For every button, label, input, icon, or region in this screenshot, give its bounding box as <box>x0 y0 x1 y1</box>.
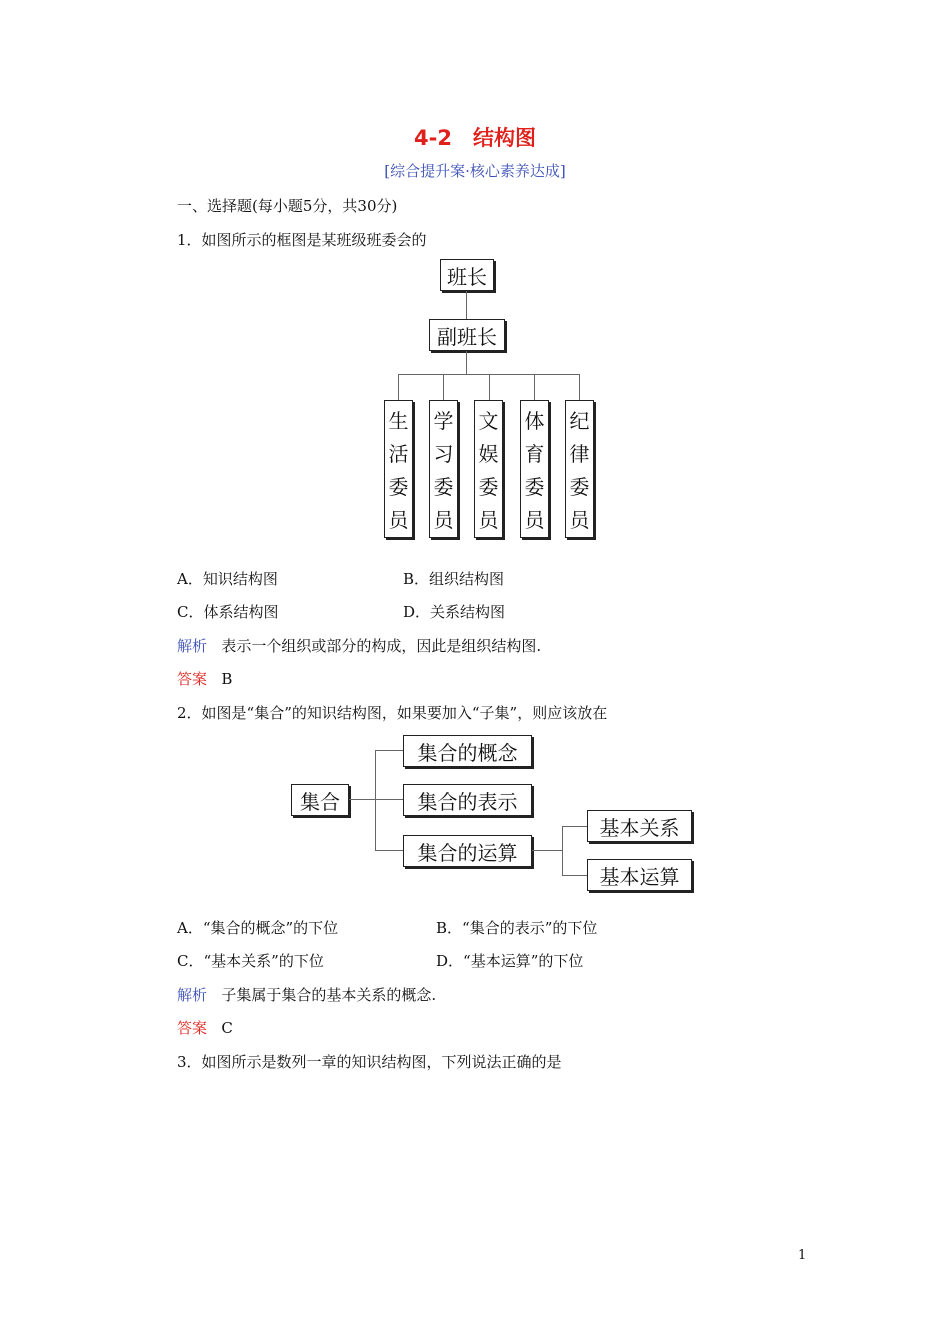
connector <box>443 374 444 400</box>
q1-option-b: B．组织结构图 <box>403 570 505 588</box>
member-char: 委 <box>478 475 499 499</box>
connector <box>398 374 399 400</box>
member-char: 委 <box>524 475 545 499</box>
member-char: 员 <box>569 508 590 532</box>
question-1-stem: 1．如图所示的框图是某班级班委会的 <box>177 231 427 249</box>
answer-label: 答案 <box>177 670 208 688</box>
q2-analysis <box>177 984 436 1005</box>
connector <box>579 374 580 400</box>
node-culture-member <box>474 400 503 538</box>
member-char: 员 <box>388 508 409 532</box>
member-char: 委 <box>433 475 454 499</box>
q1-option-c: C．体系结构图 <box>177 603 279 621</box>
answer-text: C <box>221 1019 233 1037</box>
node-discipline-member <box>565 400 594 538</box>
node-set-operations: 集合的运算 <box>403 835 532 867</box>
connector <box>466 291 467 319</box>
node-vice-monitor: 副班长 <box>429 319 505 351</box>
member-char: 员 <box>433 508 454 532</box>
page-title: 4-2 结构图 <box>414 126 536 150</box>
member-char: 纪 <box>569 409 590 433</box>
connector <box>562 875 587 876</box>
question-2-stem: 2．如图是“集合”的知识结构图，如果要加入“子集”，则应该放在 <box>177 704 608 722</box>
connector <box>375 750 403 751</box>
node-set-concept: 集合的概念 <box>403 735 532 767</box>
analysis-text: 表示一个组织或部分的构成，因此是组织结构图. <box>221 637 542 655</box>
member-char: 委 <box>569 475 590 499</box>
member-char: 习 <box>433 442 454 466</box>
member-char: 生 <box>388 409 409 433</box>
q2-answer <box>177 1017 233 1038</box>
connector <box>375 750 376 850</box>
analysis-label: 解析 <box>177 637 208 655</box>
page-number: 1 <box>798 1248 807 1263</box>
analysis-text: 子集属于集合的基本关系的概念. <box>221 986 437 1004</box>
node-basic-operations: 基本运算 <box>587 859 692 891</box>
analysis-label: 解析 <box>177 986 208 1004</box>
q2-option-b: B．“集合的表示”的下位 <box>436 919 598 937</box>
q1-option-a: A．知识结构图 <box>177 570 278 588</box>
question-3-stem: 3．如图所示是数列一章的知识结构图，下列说法正确的是 <box>177 1053 562 1071</box>
member-char: 员 <box>478 508 499 532</box>
member-char: 体 <box>524 409 545 433</box>
q2-option-d: D．“基本运算”的下位 <box>436 952 584 970</box>
q1-analysis <box>177 635 541 656</box>
q2-option-a: A．“集合的概念”的下位 <box>177 919 339 937</box>
q1-option-d: D．关系结构图 <box>403 603 506 621</box>
connector <box>349 799 375 800</box>
node-basic-relations: 基本关系 <box>587 810 692 842</box>
node-set-representation: 集合的表示 <box>403 784 532 816</box>
connector <box>562 826 563 875</box>
member-char: 学 <box>433 409 454 433</box>
section-heading: 一、选择题(每小题5分，共30分) <box>177 197 398 215</box>
node-sports-member <box>520 400 549 538</box>
page-subtitle: [综合提升案·核心素养达成] <box>384 162 566 180</box>
connector <box>532 850 562 851</box>
q1-answer <box>177 668 232 689</box>
answer-label: 答案 <box>177 1019 208 1037</box>
connector <box>534 374 535 400</box>
connector <box>489 374 490 400</box>
connector <box>562 826 587 827</box>
member-char: 文 <box>478 409 499 433</box>
member-char: 员 <box>524 508 545 532</box>
member-char: 委 <box>388 475 409 499</box>
connector <box>466 351 467 374</box>
node-class-monitor: 班长 <box>440 259 494 291</box>
connector <box>375 799 403 800</box>
member-char: 育 <box>524 442 545 466</box>
connector <box>375 850 403 851</box>
member-char: 娱 <box>478 442 499 466</box>
member-char: 活 <box>388 442 409 466</box>
node-set: 集合 <box>291 784 349 816</box>
member-char: 律 <box>569 442 590 466</box>
q2-option-c: C．“基本关系”的下位 <box>177 952 324 970</box>
answer-text: B <box>221 670 233 688</box>
node-study-member <box>429 400 458 538</box>
node-life-member <box>384 400 413 538</box>
